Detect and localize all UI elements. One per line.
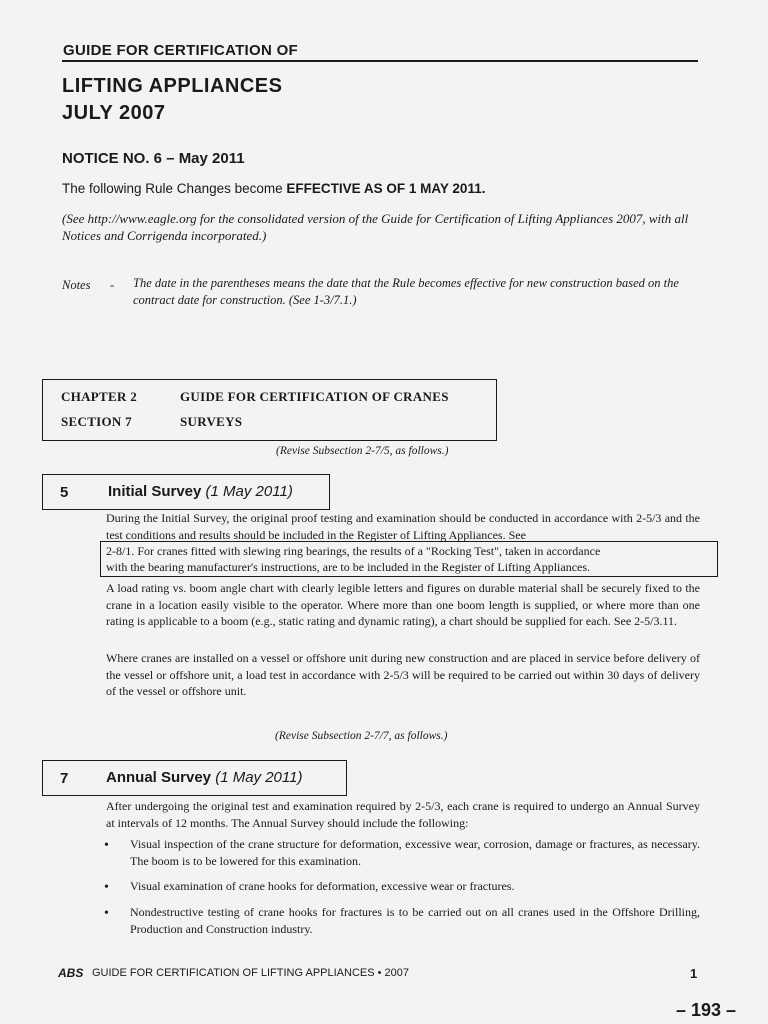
chapter-section-box <box>42 379 497 441</box>
section5-number: 5 <box>60 484 69 501</box>
section5-highlight-line1: 2-8/1. For cranes fitted with slewing ring bearings, the results of a "Rocking Test", taken in accordance <box>106 544 601 558</box>
revise-note-1: (Revise Subsection 2-7/5, as follows.) <box>276 445 449 457</box>
section5-title <box>108 483 293 500</box>
section7-bullet-1: Visual inspection of the crane structure for deformation, excessive wear, corrosion, damage or fractures, as necessary. The boom is to be lowered for this examination. <box>130 837 700 868</box>
guide-title-prefix: GUIDE FOR CERTIFICATION OF <box>63 42 299 59</box>
bullet-icon: • <box>104 838 109 853</box>
section7-bullet-2: Visual examination of crane hooks for deformation, excessive wear or fractures. <box>130 879 515 893</box>
section5-date: (1 May 2011) <box>205 483 293 500</box>
intro-effective-date: EFFECTIVE AS OF 1 MAY 2011. <box>286 181 486 196</box>
section7-title-text: Annual Survey <box>106 769 212 786</box>
section7-number: 7 <box>60 770 69 787</box>
notes-label: Notes <box>62 278 91 292</box>
see-note: (See http://www.eagle.org for the consolidated version of the Guide for Certification of Lifting Appliances 2007, with all Notices and Corrigenda incorporated.) <box>62 211 689 243</box>
section5-title-text: Initial Survey <box>108 483 202 500</box>
section7-heading-box <box>42 760 347 796</box>
chapter-label: CHAPTER 2 <box>61 389 138 404</box>
bullet-icon: • <box>104 906 109 921</box>
section7-title <box>106 769 302 786</box>
section7-bullet-3: Nondestructive testing of crane hooks for fractures is to be carried out on all cranes used in the Offshore Drilling, Production and Construction industry. <box>130 905 700 936</box>
section5-para2: A load rating vs. boom angle chart with clearly legible letters and figures on durable material shall be securely fixed to the crane in a location easily visible to the operator. Where more than one boom length is supplied, or where more than one rating is applicable to a boom (e.g., static rating and dynamic rating), a chart should be supplied for each. See 2-5/3.11. <box>106 581 700 628</box>
intro-line <box>62 181 485 196</box>
book-page-number: – 193 – <box>676 1000 737 1020</box>
notes-dash: - <box>110 278 115 292</box>
bullet-icon: • <box>104 880 109 895</box>
abs-logo: ABS <box>58 966 84 980</box>
section7-intro: After undergoing the original test and examination required by 2-5/3, each crane is required to undergo an Annual Survey at intervals of 12 months. The Annual Survey should include the following: <box>106 799 700 830</box>
footer-page-number: 1 <box>690 966 698 981</box>
section5-highlight-line2: with the bearing manufacturer's instructions, are to be included in the Register of Lifting Appliances. <box>106 560 591 574</box>
footer-guide-title: GUIDE FOR CERTIFICATION OF LIFTING APPLIANCES • 2007 <box>92 967 410 979</box>
section5-heading-box <box>42 474 330 510</box>
section7-date: (1 May 2011) <box>215 769 303 786</box>
notice-number: NOTICE NO. 6 – May 2011 <box>62 150 245 167</box>
intro-prefix: The following Rule Changes become <box>62 181 287 196</box>
guide-title-line1: LIFTING APPLIANCES <box>62 75 283 97</box>
guide-title-line2: JULY 2007 <box>62 102 166 124</box>
revise-note-2: (Revise Subsection 2-7/7, as follows.) <box>275 730 448 742</box>
chapter-title: GUIDE FOR CERTIFICATION OF CRANES <box>180 389 449 404</box>
section5-para1: During the Initial Survey, the original proof testing and examination should be conducted in accordance with 2-5/3 and the test conditions and results should be included in the Register of Lifting Appliances. See <box>106 511 700 542</box>
section-label: SECTION 7 <box>61 414 132 429</box>
header-rule <box>62 60 698 62</box>
section5-para3: Where cranes are installed on a vessel or offshore unit during new construction and are placed in service before delivery of the vessel or offshore unit, a load test in accordance with 2-5/3 will be required to be carried out within 30 days of delivery of the vessel or offshore unit. <box>106 651 700 698</box>
section-title: SURVEYS <box>180 414 243 429</box>
notes-text: The date in the parentheses means the date that the Rule becomes effective for new construction based on the contract date for construction. (See 1-3/7.1.) <box>133 276 679 307</box>
